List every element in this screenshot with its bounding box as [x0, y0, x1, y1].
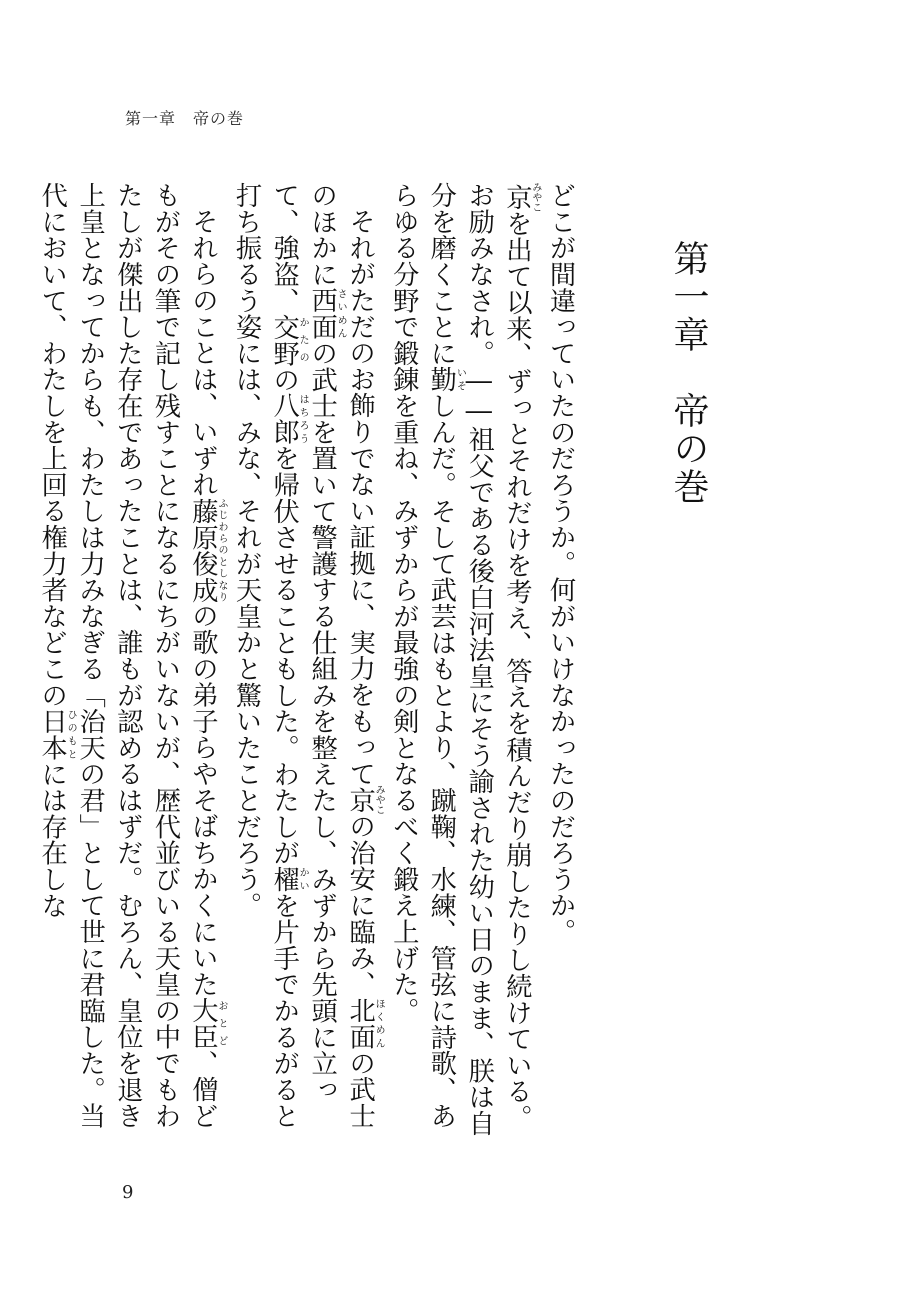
ruby-annotation: 交野かたの	[268, 313, 309, 367]
ruby-annotation: 櫂かい	[268, 865, 309, 893]
chapter-title: 第一章 帝の巻	[668, 240, 709, 506]
ruby-annotation: 西面さいめん	[306, 287, 347, 340]
paragraph: それがただのお飾りでない証拠に、実力をもって京みやこの治安に臨み、北面ほくめんの武士のほかに西面さいめんの武士を置いて警護する仕組みを整えたし、みずから先頭に立って、強盗、交野かたのの八郎はちろうを帰伏させることもした。わたしが櫂かいを片手でかるがると打ち振るう姿には、みな、それが天皇かと驚いたことだろう。	[231, 182, 385, 1129]
paragraph: お励みなされ。――祖父である後白河法皇にそう諭された幼い日のまま、朕は自分を磨くことに勤いそしんだ。そして武芸はもとより、蹴鞠、水練、管弦に詩歌、あらゆる分野で鍛錬を重ね、みずからが最強の剣となるべく鍛え上げた。	[388, 182, 494, 1137]
ruby-annotation: 藤原俊成ふじわらのとしなり	[187, 497, 227, 603]
ruby-annotation: 日本ひのもと	[36, 708, 77, 761]
body-text	[36, 182, 578, 1142]
ruby-annotation: 京みやこ	[501, 182, 541, 212]
paragraph: 京みやこを出て以来、ずっとそれだけを考え、答えを積んだり崩したりし続けている。	[501, 182, 541, 1131]
ruby-annotation: 勤いそ	[425, 366, 466, 393]
page-number: 9	[122, 1182, 134, 1203]
paragraph: それらのことは、いずれ藤原俊成ふじわらのとしなりの歌の弟子らやそばちかくにいた大臣おとど、僧どもがその筆で記し残すことになるにちがいないが、歴代並びいる天皇の中でもわたしが傑出した存在であったことは、誰もが認めるはずだ。むろん、皇位を退き上皇となってからも、わたしは力みなぎる「治天の君」として世に君臨した。当代において、わたしを上回る権力者などこの日本ひのもとには存在しな	[36, 182, 227, 1129]
ruby-annotation: 京みやこ	[344, 785, 385, 816]
paragraph: どこが間違っていたのだろうか。何がいけなかったのだろうか。	[545, 182, 575, 945]
ruby-annotation: 北面ほくめん	[344, 997, 385, 1050]
ruby-annotation: 八郎はちろう	[268, 392, 309, 446]
running-header: 第一章 帝の巻	[125, 109, 245, 128]
ruby-annotation: 大臣おとど	[187, 997, 227, 1050]
